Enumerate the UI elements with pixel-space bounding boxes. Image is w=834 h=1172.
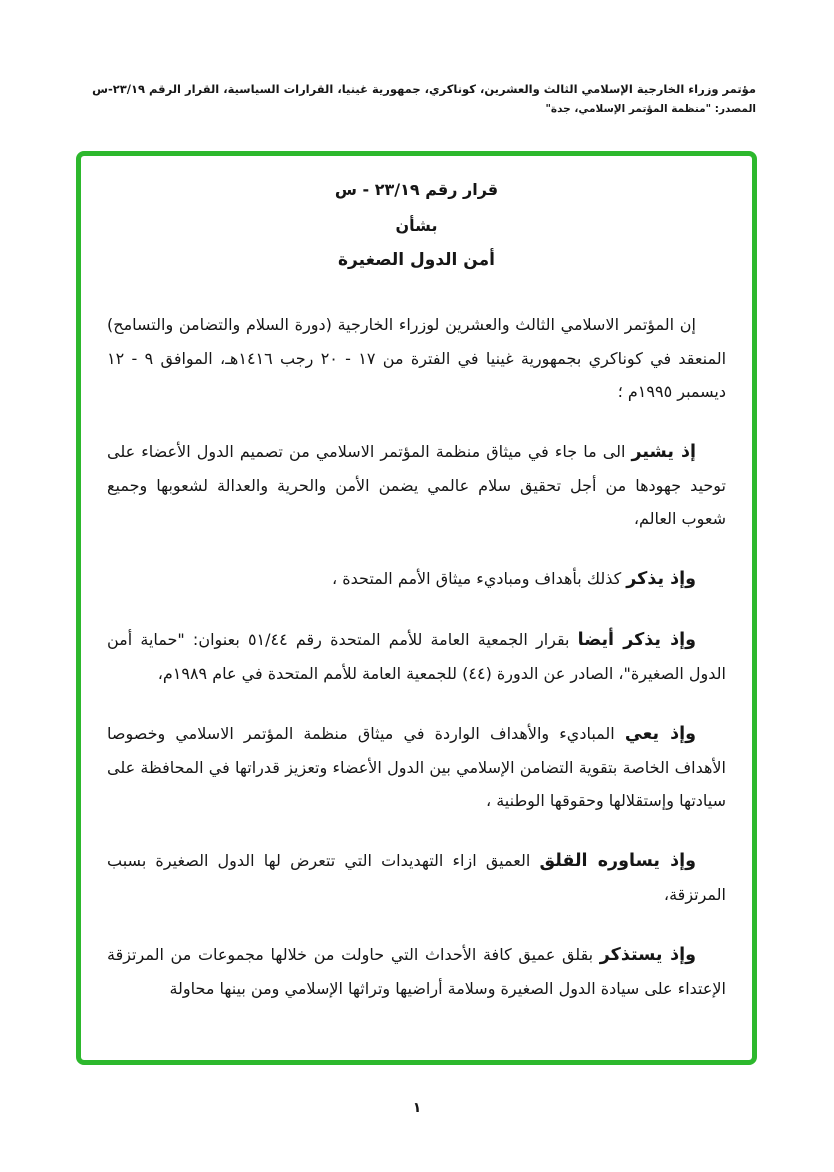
paragraph-text: الى ما جاء في ميثاق منظمة المؤتمر الاسلامي من تصميم الدول الأعضاء على توحيد جهودها من أجل تحقيق سلام عالمي يضمن الأمن والحرية والعدالة لشعوبها وجميع شعوب العالم، — [107, 442, 726, 528]
resolution-number-title: قرار رقم ٢٣/١٩ - س — [334, 180, 499, 199]
header-conference-line: مؤتمر وزراء الخارجية الإسلامي الثالث والعشرين، كوناكري، جمهورية غينيا، القرارات السياسية، القرار الرقم ٢٣/١٩-س — [92, 82, 756, 96]
green-highlight-frame — [76, 151, 757, 1065]
paragraph-text: العميق ازاء التهديدات التي تتعرض لها الدول الصغيرة بسبب المرتزقة، — [107, 851, 726, 904]
title-subject: أمن الدول الصغيرة — [338, 250, 495, 270]
paragraph-lead: وإذ يذكر — [626, 569, 696, 589]
paragraph-text: كذلك بأهداف ومباديء ميثاق الأمم المتحدة ، — [331, 569, 627, 588]
page-number: ١ — [412, 1100, 422, 1116]
paragraph-lead: وإذ يعي — [624, 724, 697, 744]
paragraph-lead: وإذ يستذكر — [599, 945, 696, 965]
paragraph-lead: وإذ يذكر أيضا — [577, 630, 696, 650]
paragraph-lead: وإذ يساوره القلق — [539, 851, 696, 871]
paragraph-recalls-charter — [107, 435, 726, 535]
paragraph-text: بقرار الجمعية العامة للأمم المتحدة رقم ٥١/٤٤ بعنوان: "حماية أمن الدول الصغيرة"، الصادر عن الدورة (٤٤) للجمعية العامة للأمم المتحدة في عام ١٩٨٩م، — [107, 630, 726, 683]
document-header — [78, 82, 756, 115]
paragraph-text: بقلق عميق كافة الأحداث التي حاولت من خلالها مجموعات من المرتزقة الإعتداء على سيادة الدول الصغيرة وسلامة أراضيها وتراثها الإسلامي ومن بينها محاولة — [107, 945, 726, 998]
paragraph-lead: إذ يشير — [631, 442, 696, 462]
header-source-line: المصدر: "منظمة المؤتمر الإسلامي، جدة" — [545, 103, 756, 115]
paragraph-aware-of-principles — [107, 717, 726, 817]
paragraph-recalls-un-resolution — [107, 623, 726, 690]
paragraph-text: إن المؤتمر الاسلامي الثالث والعشرين لوزراء الخارجية (دورة السلام والتضامن والتسامح) المنعقد في كوناكري بجمهورية غينيا في الفترة من ١٧ - ٢٠ رجب ١٤١٦هـ، الموافق ٩ - ١٢ ديسمبر ١٩٩٥م ؛ — [107, 315, 727, 401]
paragraph-recalls-un-charter — [107, 562, 726, 596]
paragraph-recalls-incidents — [107, 938, 726, 1005]
title-concerning: بشأن — [395, 216, 438, 235]
paragraph-text: المباديء والأهداف الواردة في ميثاق منظمة المؤتمر الاسلامي وخصوصا الأهداف الخاصة بتقوية التضامن الإسلامي بين الدول الأعضاء وتعزيز قدراتها في المحافظة على سيادتها وإستقلالها وحقوقها الوطنية ، — [107, 724, 726, 810]
paragraph-deep-concern — [107, 844, 726, 911]
title-block — [107, 180, 726, 270]
paragraph-preamble — [107, 308, 726, 408]
